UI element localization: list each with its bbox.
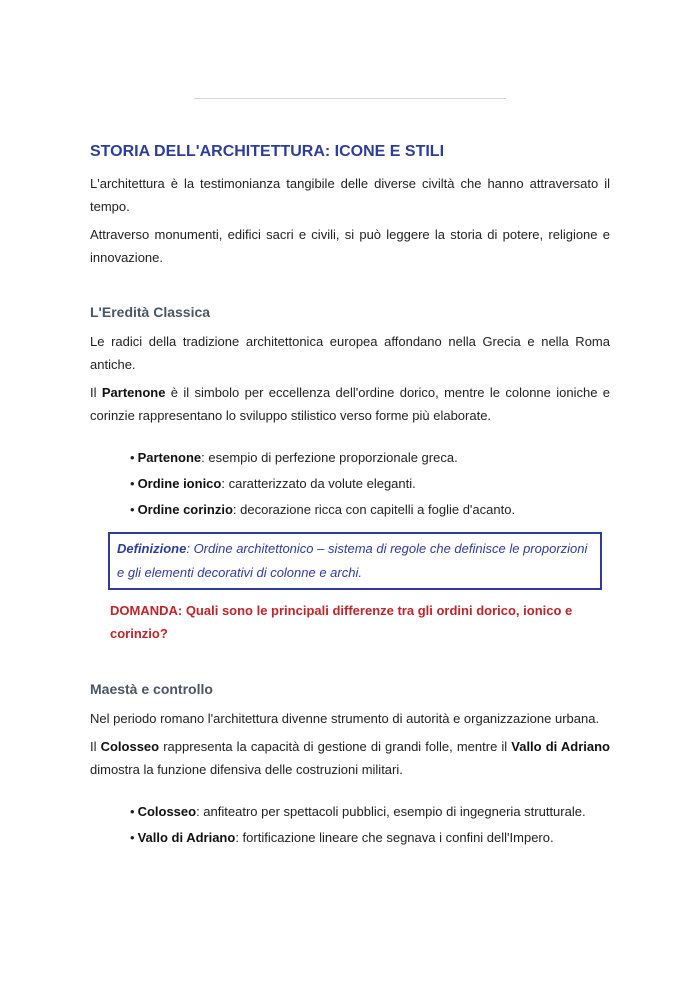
roman-paragraph-2: Il Colosseo rappresenta la capacità di gestione di grandi folle, mentre il Vallo di Adriano dimostra la funzione difensiva delle costruzioni militari. [90, 739, 610, 777]
classical-paragraph-1: Le radici della tradizione architettonica europea affondano nella Grecia e nella Roma antiche. [90, 334, 610, 372]
roman-bullet-list [90, 799, 610, 851]
highlight-vallo: Vallo di Adriano [511, 739, 610, 754]
bullet-icon: • [130, 502, 135, 517]
section-heading-roman: Maestà e controllo [90, 681, 213, 697]
list-item: • Partenone: esempio di perfezione proporzionale greca. [130, 450, 458, 465]
list-item: • Vallo di Adriano: fortificazione lineare che segnava i confini dell'Impero. [130, 830, 554, 845]
classical-paragraph-2: Il Partenone è il simbolo per eccellenza dell'ordine dorico, mentre le colonne ioniche e corinzie rappresentano lo sviluppo stilistico verso forme più elaborate. [90, 385, 610, 423]
classical-bullet-list [90, 445, 610, 523]
highlight-partenone: Partenone [101, 385, 166, 400]
header-divider [194, 98, 506, 99]
definition-box [108, 532, 602, 590]
question-callout: DOMANDA: Quali sono le principali differenze tra gli ordini dorico, ionico e corinzio? [110, 603, 573, 641]
intro-paragraph-1: L'architettura è la testimonianza tangibile delle diverse civiltà che hanno attraversato il tempo. [90, 176, 610, 214]
intro-paragraph-2: Attraverso monumenti, edifici sacri e civili, si può leggere la storia di potere, religione e innovazione. [90, 227, 610, 265]
bullet-icon: • [130, 450, 135, 465]
bullet-icon: • [130, 804, 135, 819]
definition-term: Definizione [117, 541, 187, 556]
list-item: • Colosseo: anfiteatro per spettacoli pubblici, esempio di ingegneria strutturale. [130, 804, 586, 819]
bullet-icon: • [130, 476, 135, 491]
document-title: STORIA DELL'ARCHITETTURA: ICONE E STILI [90, 143, 445, 160]
list-item: • Ordine corinzio: decorazione ricca con capitelli a foglie d'acanto. [130, 502, 516, 517]
document-body [90, 141, 610, 851]
bullet-icon: • [130, 830, 135, 845]
roman-paragraph-1: Nel periodo romano l'architettura divenne strumento di autorità e organizzazione urbana. [90, 711, 600, 726]
definition-text: : Ordine architettonico – sistema di regole che definisce le proporzioni e gli elementi decorativi di colonne e archi. [117, 541, 588, 580]
list-item: • Ordine ionico: caratterizzato da volute eleganti. [130, 476, 416, 491]
highlight-colosseo: Colosseo [100, 739, 160, 754]
section-heading-classical: L'Eredità Classica [90, 304, 211, 320]
